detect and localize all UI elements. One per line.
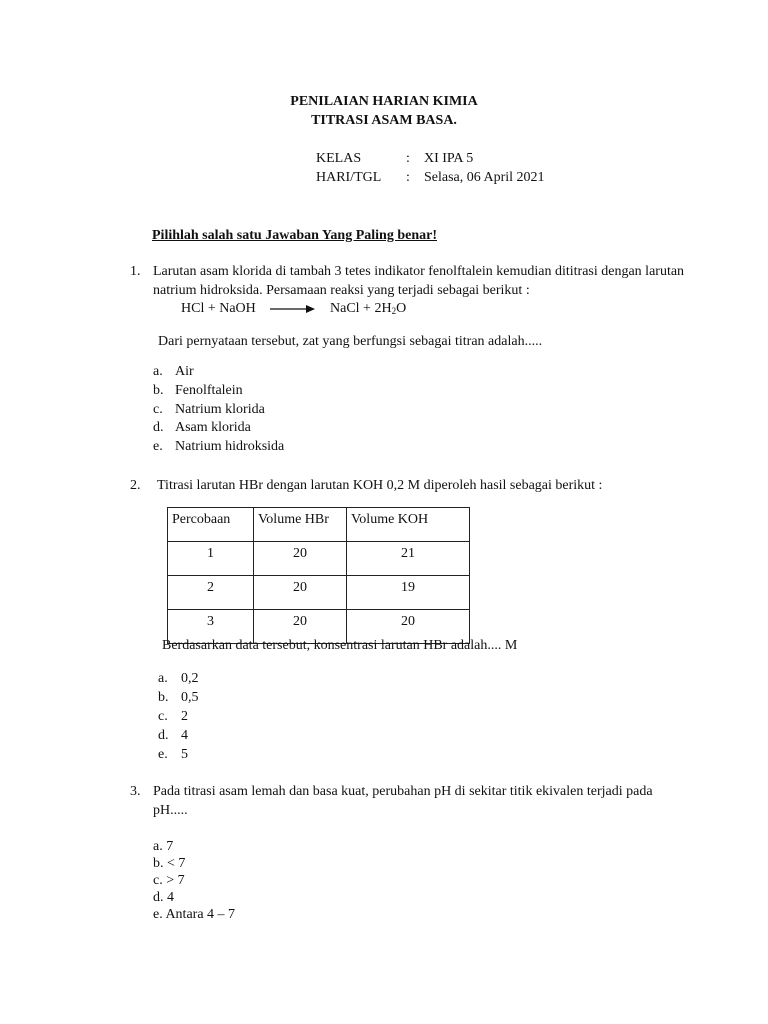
kelas-separator: : — [406, 151, 410, 166]
table-header-cell: Volume KOH — [347, 508, 470, 542]
q3-text-line1: Pada titrasi asam lemah dan basa kuat, perubahan pH di sekitar titik ekivalen terjadi pada — [153, 784, 653, 799]
titration-data-table — [167, 507, 470, 644]
q1-option-b-letter: b. — [153, 383, 164, 398]
kelas-value: XI IPA 5 — [424, 151, 474, 166]
q1-products-end: O — [396, 301, 407, 316]
q2-option-a-letter: a. — [158, 671, 168, 686]
reaction-arrow-icon — [270, 303, 316, 315]
q1-option-e-letter: e. — [153, 439, 163, 454]
q2-option-e-letter: e. — [158, 747, 168, 762]
table-row — [168, 576, 470, 610]
q2-option-d: 4 — [181, 728, 188, 743]
kelas-label: KELAS — [316, 151, 362, 166]
table-cell: 3 — [168, 610, 254, 644]
q2-option-b: 0,5 — [181, 690, 199, 705]
exam-subtitle: TITRASI ASAM BASA. — [311, 113, 457, 128]
q1-option-c: Natrium klorida — [175, 402, 265, 417]
table-header-cell: Percobaan — [168, 508, 254, 542]
exam-title: PENILAIAN HARIAN KIMIA — [290, 94, 478, 109]
q1-option-a: Air — [175, 364, 194, 379]
q3-option-e: e. Antara 4 – 7 — [153, 907, 236, 922]
table-header-cell: Volume HBr — [254, 508, 347, 542]
q2-option-d-letter: d. — [158, 728, 169, 743]
hari-label: HARI/TGL — [316, 170, 382, 185]
q2-text-line1: Titrasi larutan HBr dengan larutan KOH 0,2 M diperoleh hasil sebagai berikut : — [157, 478, 603, 493]
table-cell: 21 — [347, 542, 470, 576]
q2-option-b-letter: b. — [158, 690, 169, 705]
q2-number: 2. — [130, 478, 141, 493]
table-cell: 20 — [254, 610, 347, 644]
q1-equation-reactants: HCl + NaOH — [181, 301, 256, 316]
hari-separator: : — [406, 170, 410, 185]
table-cell: 20 — [254, 576, 347, 610]
q2-option-e: 5 — [181, 747, 188, 762]
table-cell: 20 — [347, 610, 470, 644]
q2-option-c-letter: c. — [158, 709, 168, 724]
q2-option-a: 0,2 — [181, 671, 199, 686]
table-header-row — [168, 508, 470, 542]
q1-products-subscript: 2 — [391, 306, 397, 316]
q2-option-c: 2 — [181, 709, 188, 724]
table-cell: 2 — [168, 576, 254, 610]
table-cell: 20 — [254, 542, 347, 576]
q1-number: 1. — [130, 264, 141, 279]
q3-option-a: a. 7 — [153, 839, 174, 854]
hari-value: Selasa, 06 April 2021 — [424, 170, 545, 185]
q2-prompt: Berdasarkan data tersebut, konsentrasi larutan HBr adalah.... M — [162, 638, 518, 653]
q1-equation-products — [330, 300, 406, 320]
q1-option-d-letter: d. — [153, 420, 164, 435]
q1-text-line1: Larutan asam klorida di tambah 3 tetes indikator fenolftalein kemudian dititrasi dengan larutan — [153, 264, 685, 279]
q3-option-c: c. > 7 — [153, 873, 185, 888]
q1-option-c-letter: c. — [153, 402, 163, 417]
q1-text-line2: natrium hidroksida. Persamaan reaksi yang terjadi sebagai berikut : — [153, 283, 530, 298]
table-cell: 19 — [347, 576, 470, 610]
table-cell: 1 — [168, 542, 254, 576]
q1-option-a-letter: a. — [153, 364, 163, 379]
q1-products-main: NaCl + 2H — [330, 301, 392, 316]
q3-text-line2: pH..... — [153, 803, 188, 818]
q3-option-d: d. 4 — [153, 890, 174, 905]
q3-option-b: b. < 7 — [153, 856, 186, 871]
q1-option-e: Natrium hidroksida — [175, 439, 285, 454]
q1-prompt: Dari pernyataan tersebut, zat yang berfungsi sebagai titran adalah..... — [158, 334, 543, 349]
instruction: Pilihlah salah satu Jawaban Yang Paling benar! — [152, 228, 437, 243]
q1-option-d: Asam klorida — [175, 420, 251, 435]
q3-number: 3. — [130, 784, 141, 799]
table-row — [168, 542, 470, 576]
q1-option-b: Fenolftalein — [175, 383, 243, 398]
